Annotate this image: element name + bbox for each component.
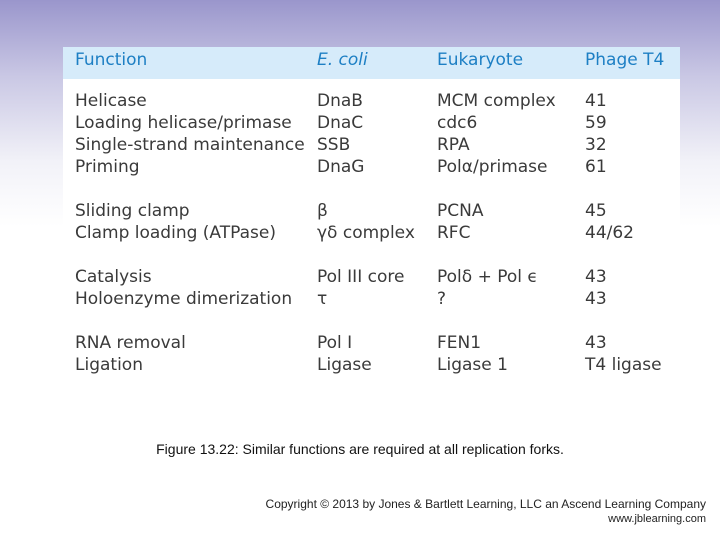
- cell-function: Sliding clamp: [75, 201, 190, 221]
- header-e-coli: E. coli: [317, 50, 368, 70]
- cell-function: Catalysis: [75, 267, 152, 287]
- cell-eukaryote: Polα/primase: [437, 157, 548, 177]
- replication-functions-table: [63, 47, 680, 390]
- table-header: [63, 47, 680, 79]
- cell-function: Holoenzyme dimerization: [75, 289, 293, 309]
- cell-eukaryote: MCM complex: [437, 91, 556, 111]
- cell-e-coli: DnaC: [317, 113, 364, 133]
- header-function: Function: [75, 50, 148, 70]
- cell-phage-t4: 45: [585, 201, 607, 221]
- copyright-notice: Copyright © 2013 by Jones & Bartlett Learning, LLC an Ascend Learning Company: [265, 497, 706, 511]
- cell-eukaryote: RFC: [437, 223, 471, 243]
- cell-e-coli: DnaB: [317, 91, 363, 111]
- cell-eukaryote: RPA: [437, 135, 470, 155]
- header-eukaryote: Eukaryote: [437, 50, 524, 70]
- cell-e-coli: γδ complex: [317, 223, 415, 243]
- cell-e-coli: DnaG: [317, 157, 365, 177]
- cell-eukaryote: Ligase 1: [437, 355, 508, 375]
- cell-eukaryote: cdc6: [437, 113, 478, 133]
- cell-phage-t4: 59: [585, 113, 607, 133]
- cell-function: Helicase: [75, 91, 147, 111]
- cell-eukaryote: ?: [437, 289, 447, 309]
- cell-eukaryote: FEN1: [437, 333, 482, 353]
- cell-function: Loading helicase/primase: [75, 113, 292, 133]
- cell-e-coli: Pol I: [317, 333, 353, 353]
- cell-eukaryote: Polδ + Pol ϵ: [437, 267, 538, 287]
- cell-e-coli: τ: [317, 289, 328, 309]
- cell-phage-t4: 41: [585, 91, 607, 111]
- publisher-website: www.jblearning.com: [608, 513, 706, 525]
- cell-phage-t4: 32: [585, 135, 607, 155]
- cell-e-coli: SSB: [317, 135, 351, 155]
- cell-function: Ligation: [75, 355, 143, 375]
- cell-phage-t4: 43: [585, 267, 607, 287]
- cell-e-coli: Pol III core: [317, 267, 405, 287]
- cell-eukaryote: PCNA: [437, 201, 484, 221]
- cell-e-coli: Ligase: [317, 355, 372, 375]
- cell-function: Clamp loading (ATPase): [75, 223, 276, 243]
- cell-e-coli: β: [317, 201, 328, 221]
- cell-phage-t4: 44/62: [585, 223, 634, 243]
- cell-function: RNA removal: [75, 333, 186, 353]
- cell-phage-t4: 43: [585, 333, 607, 353]
- cell-phage-t4: T4 ligase: [585, 355, 662, 375]
- cell-phage-t4: 43: [585, 289, 607, 309]
- header-phage-t4: Phage T4: [585, 50, 665, 70]
- cell-function: Priming: [75, 157, 140, 177]
- figure-caption: Figure 13.22: Similar functions are required at all replication forks.: [156, 441, 564, 457]
- cell-function: Single-strand maintenance: [75, 135, 305, 155]
- cell-phage-t4: 61: [585, 157, 607, 177]
